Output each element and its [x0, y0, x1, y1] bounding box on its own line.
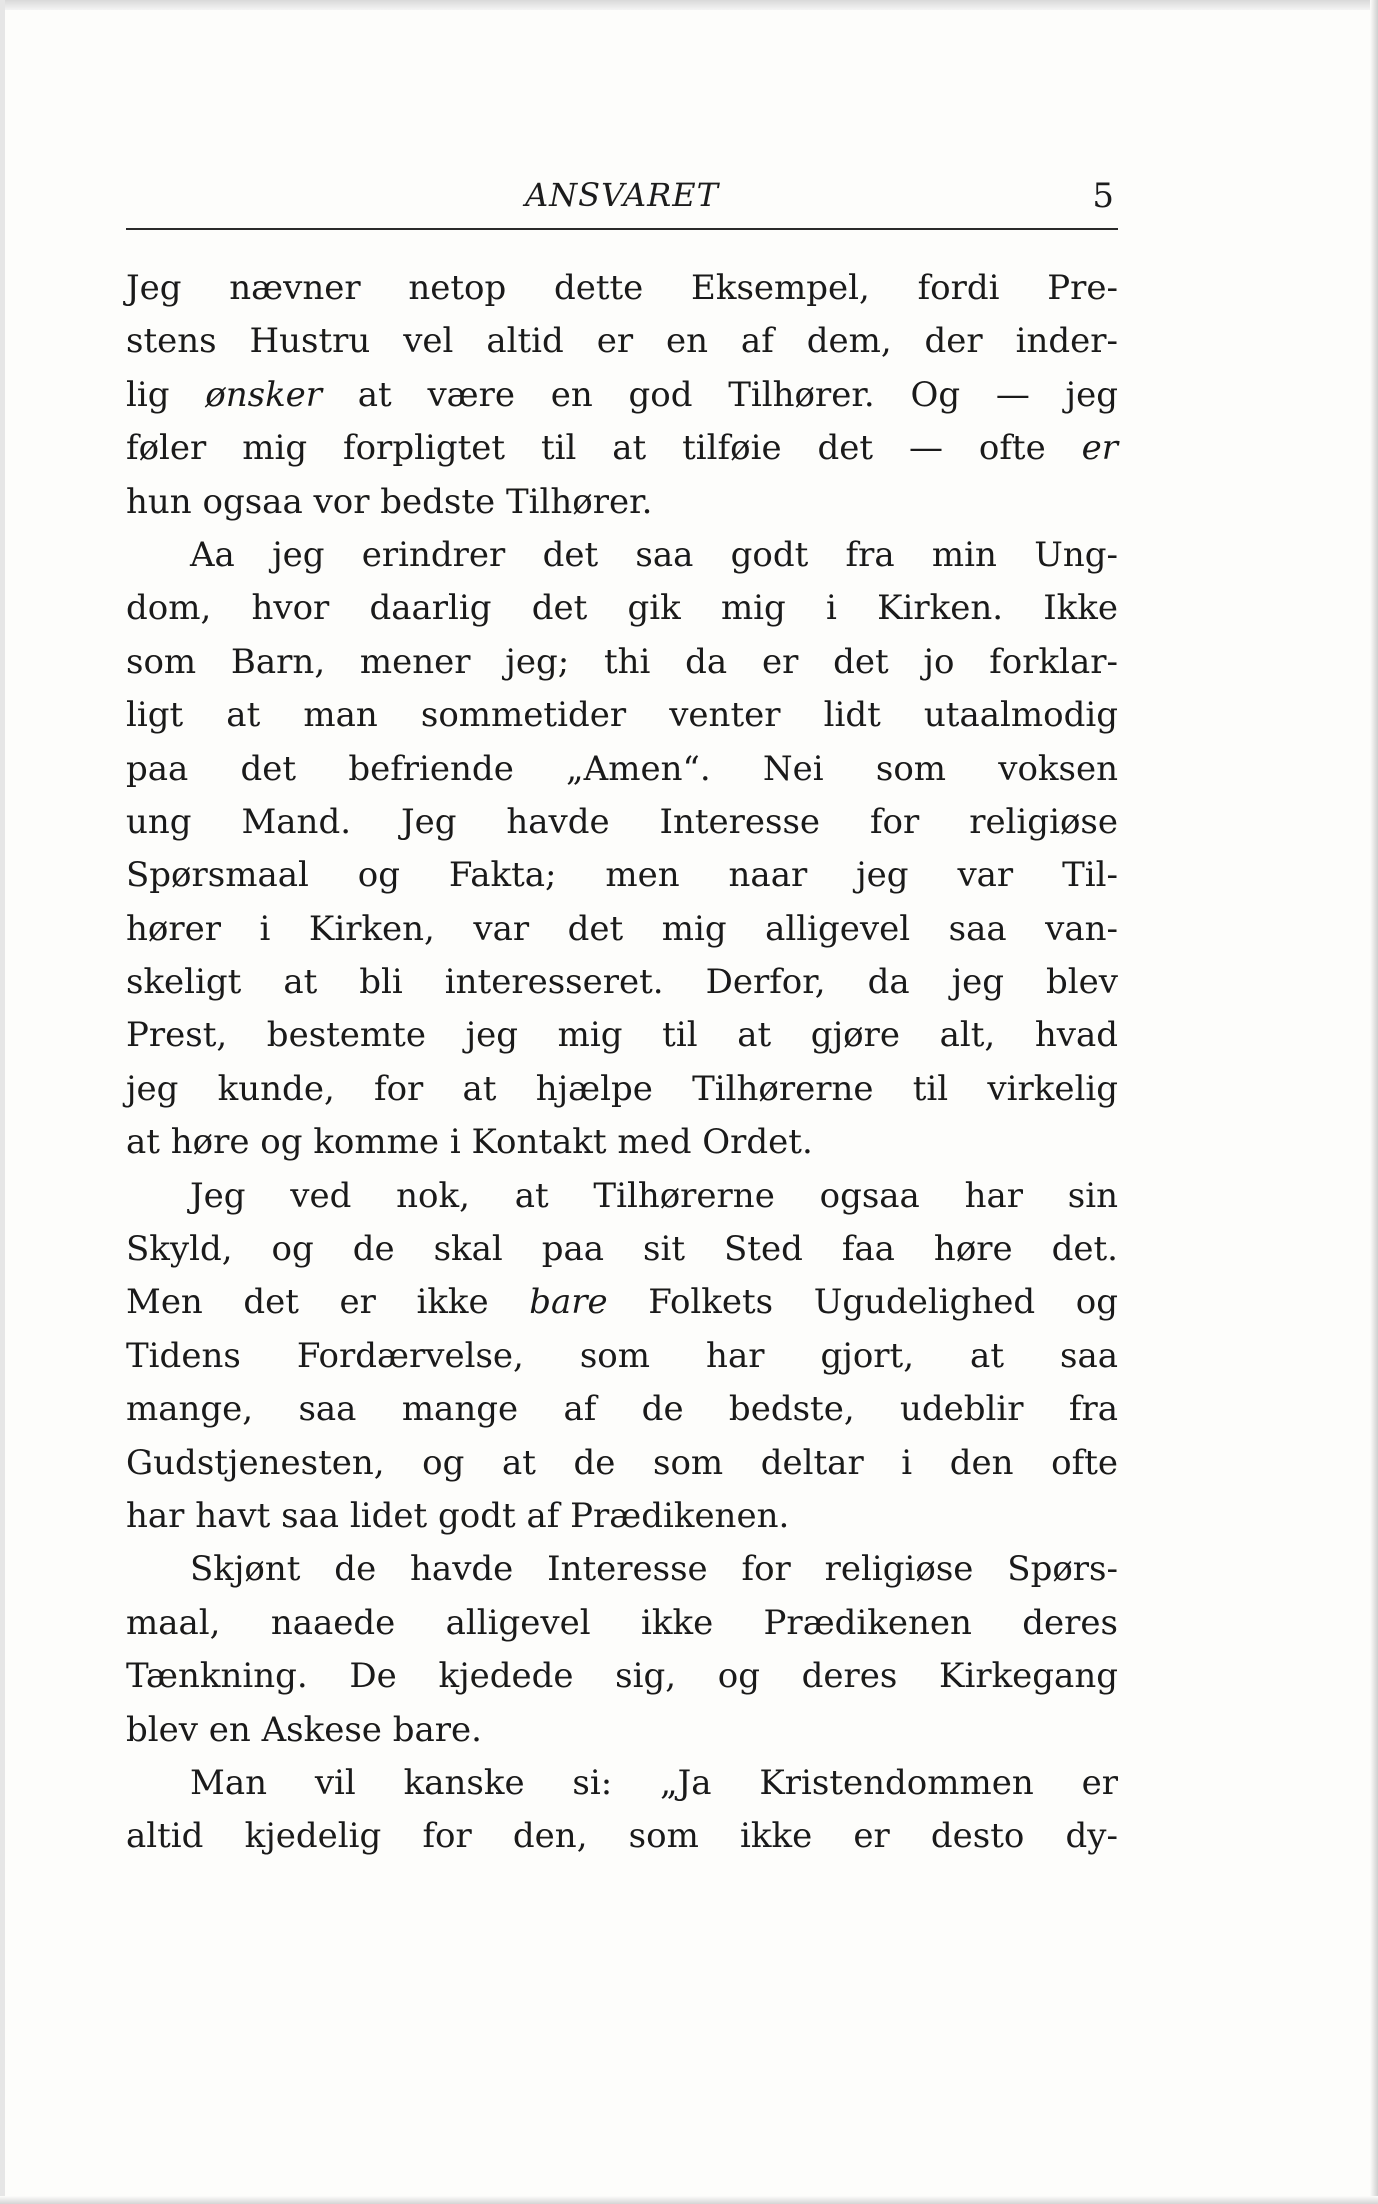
- text-run: Folkets Ugudelighed og: [607, 1282, 1118, 1323]
- page-top-edge: [0, 0, 1378, 10]
- text-line: paa det befriende „Amen“. Nei som voksen: [126, 748, 1118, 789]
- text-line: Jeg ved nok, at Tilhørerne ogsaa har sin: [190, 1175, 1118, 1216]
- text-line: Skjønt de havde Interesse for religiøse Spørs-: [190, 1549, 1118, 1590]
- text-line: [126, 1276, 1118, 1329]
- header-rule: [126, 228, 1118, 230]
- text-line: ung Mand. Jeg havde Interesse for religiøse: [126, 801, 1118, 842]
- text-line: som Barn, mener jeg; thi da er det jo forklar-: [126, 641, 1118, 682]
- text-run: føler mig forpligtet til at tilføie det — ofte: [126, 428, 1082, 469]
- text-line: jeg kunde, for at hjælpe Tilhørerne til virkelig: [126, 1068, 1118, 1109]
- body-text: [126, 262, 1118, 1864]
- text-line: [126, 369, 1118, 422]
- text-line: mange, saa mange af de bedste, udeblir fra: [126, 1389, 1118, 1430]
- page-left-edge: [0, 0, 5, 2204]
- text-line: Spørsmaal og Fakta; men naar jeg var Til-: [126, 855, 1118, 896]
- text-line: Jeg nævner netop dette Eksempel, fordi Pre-: [126, 268, 1118, 308]
- text-line: Man vil kanske si: „Ja Kristendommen er: [190, 1762, 1118, 1803]
- text-line: skeligt at bli interesseret. Derfor, da jeg blev: [126, 962, 1118, 1003]
- text-line: ligt at man sommetider venter lidt utaalmodig: [126, 695, 1118, 736]
- text-line: hun ogsaa vor bedste Tilhører.: [126, 481, 653, 522]
- emphasis: er: [1081, 428, 1118, 469]
- page-number: 5: [1092, 176, 1114, 216]
- text-line: hører i Kirken, var det mig alligevel saa van-: [126, 908, 1118, 949]
- text-line: at høre og komme i Kontakt med Ordet.: [126, 1122, 813, 1163]
- text-run: at være en god Tilhører. Og — jeg: [322, 374, 1118, 415]
- text-line: stens Hustru vel altid er en af dem, der inder-: [126, 321, 1118, 362]
- text-run: lig: [126, 374, 206, 415]
- text-line: Tidens Fordærvelse, som har gjort, at saa: [126, 1335, 1118, 1376]
- text-line: maal, naaede alligevel ikke Prædikenen deres: [126, 1602, 1118, 1643]
- running-head: [126, 170, 1118, 228]
- text-line: Gudstjenesten, og at de som deltar i den ofte: [126, 1442, 1118, 1483]
- emphasis: ønsker: [205, 374, 323, 415]
- text-line: [126, 422, 1118, 475]
- text-line: Aa jeg erindrer det saa godt fra min Ung-: [190, 534, 1118, 575]
- text-run: Men det er ikke: [126, 1282, 530, 1323]
- text-line: Skyld, og de skal paa sit Sted faa høre det.: [126, 1229, 1118, 1270]
- page-right-edge: [1370, 0, 1378, 2204]
- text-line: Prest, bestemte jeg mig til at gjøre alt, hvad: [126, 1015, 1118, 1056]
- text-line: blev en Askese bare.: [126, 1709, 482, 1750]
- text-line: altid kjedelig for den, som ikke er desto dy-: [126, 1816, 1118, 1857]
- text-line: Tænkning. De kjedede sig, og deres Kirkegang: [126, 1656, 1118, 1697]
- running-title: ANSVARET: [525, 176, 719, 214]
- text-line: har havt saa lidet godt af Prædikenen.: [126, 1495, 790, 1536]
- text-line: dom, hvor daarlig det gik mig i Kirken. Ikke: [126, 588, 1118, 629]
- page-bottom-edge: [0, 2196, 1378, 2204]
- emphasis: bare: [529, 1282, 608, 1323]
